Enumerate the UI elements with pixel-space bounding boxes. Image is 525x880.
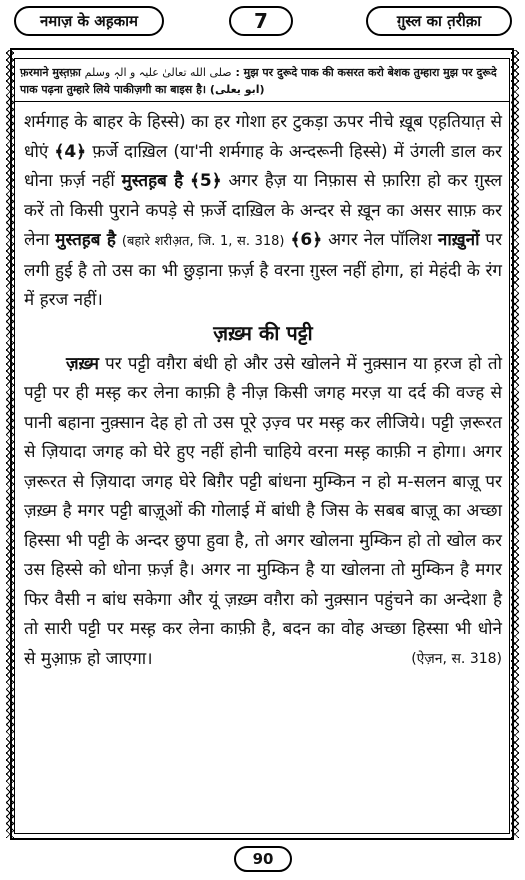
paragraph-1 [24,108,502,316]
section-heading: ज़ख़्म की पट्टी [213,320,313,345]
note-label: फ़रमाने मुस्त़फ़ा [20,66,81,79]
page-header [0,6,525,42]
emphasis: नाख़ुनों [437,230,480,250]
text-run: पर लगी हुई है तो उस का भी छुड़ाना फ़र्ज़ है वरना ग़ुस्ल नहीं होगा, हां मेहंदी के रंग में ह़रज नहीं। [24,230,503,310]
chapter-title: ग़ुस्ल का त़रीक़ा [366,6,512,36]
hadith-note [20,64,506,98]
text-run: अगर नेल पॉलिश [328,230,432,250]
paragraph-2 [24,350,502,675]
book-title: नमाज़ के अह़काम [14,6,164,36]
chapter-number: 7 [229,6,293,36]
emphasis: मुस्तह़ब है [55,230,116,250]
point-number-5: ﴾5﴿ [189,171,222,191]
point-number-6: ﴾6﴿ [290,230,323,250]
arabic-salutation: صلى الله تعالیٰ علیہ و الہٖ وسلم [84,66,232,79]
note-divider [14,101,510,102]
emphasis: ज़ख़्म [66,353,99,374]
emphasis: मुस्तह़ब है [121,171,184,191]
text-run: फ़र्जे दाख़िल (या'नी शर्मगाह के अन्दरूनी हिस्से) में उंगली डाल कर धोना फ़र्ज़ नहीं [24,141,502,191]
point-number-4: ﴾4﴿ [54,141,87,162]
reference: (बहारे शरीअ़त, जि. 1, स. 318) [121,234,285,249]
text-run: शर्मगाह के बाहर के हिस्से) का हर गोशा हर टुकड़ा ऊपर नीचे ख़ूब एह़तियात़ से धोएं [24,112,502,162]
reference: (ऐज़न, स. 318) [411,650,502,667]
note-text: : मुझ पर दुरूदे पाक की कसरत करो बेशक तुम्हारा मुझ पर दुरूदे पाक पढ़ना तुम्हारे लिये पाकीज़गी का बाइस है। (ابو یعلی) [20,66,497,96]
text-run: अगर हैज़ या निफ़ास से फ़ारिग़ हो कर ग़ुस्ल करें तो किसी पुराने कपड़े से फ़र्जे दाख़िल के अन्दर से ख़ून का असर साफ़ कर लेना [24,171,503,250]
page-number: 90 [234,846,292,872]
body-text [24,108,502,674]
text-run: पर पट्टी वग़ैरा बंधी हो और उसे खोलने में नुक़्सान या ह़रज हो तो पट्टी पर ही मस्ह़ कर लेना काफ़ी है नीज़ किसी जगह मरज़ या दर्द की वज्ह से पानी बहाना नुक़्सान देह हो तो उस पूरे उ़ज़्व पर मस्ह़ कर लीजिये। पट्टी ज़रूरत से ज़ियादा जगह को घेरे हुए नहीं होनी चाहिये वरना मस्ह़ काफ़ी न होगा। अगर ज़रूरत से ज़ियादा जगह घेरे बिग़ैर पट्टी बांधना मुम्किन न हो म-सलन बाज़ू पर ज़ख़्म है मगर पट्टी बाज़ूओं की गोलाई में बांधी है जिस के सबब बाज़ू का अच्छा हिस्सा भी पट्टी के अन्दर छुपा हुवा है, तो अगर खोलना मुम्किन हो तो खोल कर उस हिस्से को धोना फ़र्ज़ है। अगर ना मुम्किन है या खोलना तो मुम्किन है मगर फिर वैसी न बांध सकेगा और यूं ज़ख़्म वग़ैरा को नुक़्सान पहुंचने का अन्देशा है तो सारी पट्टी पर मस्ह़ कर लेना काफ़ी है, बदन का वोह अच्छा हिस्सा भी धोने से मुआ़फ़ हो जाएगा। [24,353,503,669]
